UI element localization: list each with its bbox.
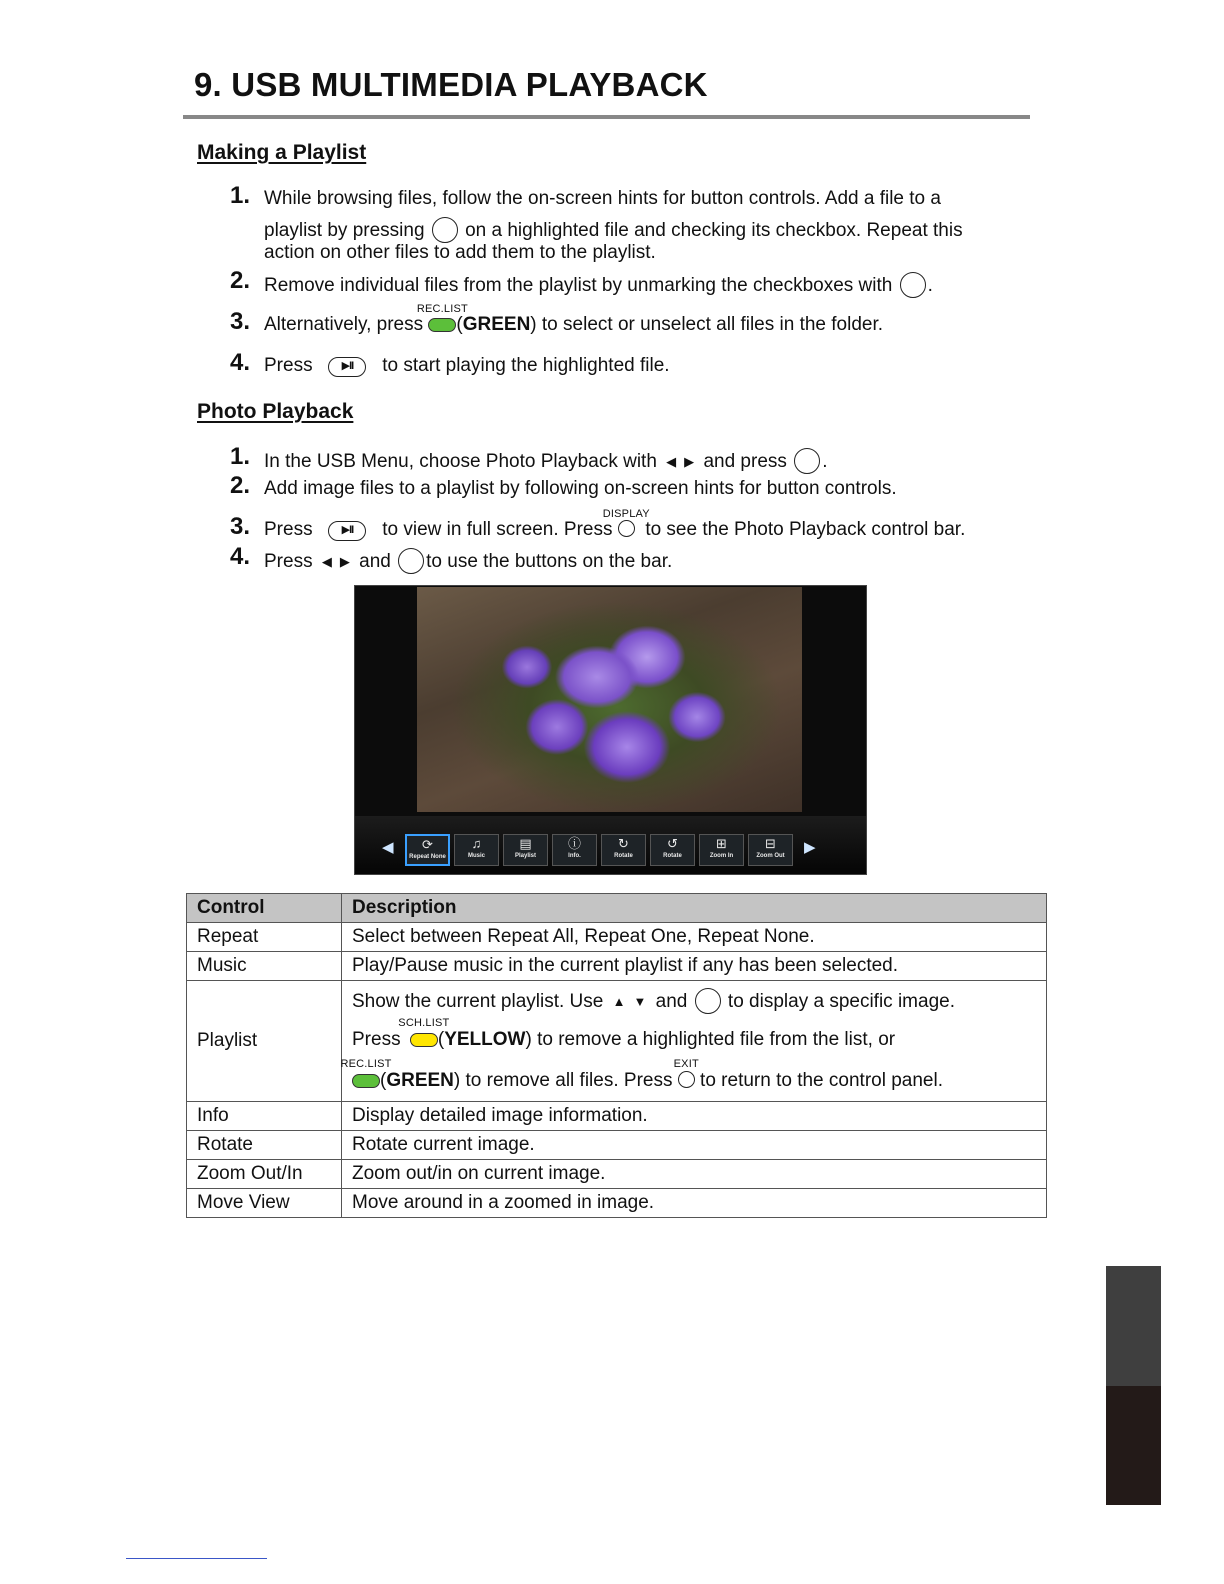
header-control: Control xyxy=(187,894,342,923)
footer-line xyxy=(126,1558,267,1559)
ok-button-icon xyxy=(794,448,820,474)
left-arrow-icon: ◀ xyxy=(666,454,677,469)
step-number: 3. xyxy=(230,308,251,335)
step-text: and press xyxy=(703,451,787,472)
step-text: to use the buttons on the bar. xyxy=(426,551,673,572)
step-text-line xyxy=(264,448,827,474)
step-text: Alternatively, press xyxy=(264,314,424,335)
down-arrow-icon: ▼ xyxy=(633,994,647,1009)
desc-text: to display a specific image. xyxy=(727,991,955,1012)
header-description: Description xyxy=(342,894,1047,923)
info-icon: ⓘ xyxy=(567,836,581,851)
key-color-name: YELLOW xyxy=(444,1029,526,1050)
step-text: In the USB Menu, choose Photo Playback with xyxy=(264,451,657,472)
page-title: 9. USB MULTIMEDIA PLAYBACK xyxy=(194,66,708,103)
step-number: 4. xyxy=(230,543,251,570)
step-text: . xyxy=(822,451,828,472)
step-number: 2. xyxy=(230,267,251,294)
step-number: 2. xyxy=(230,472,251,499)
desc-text: Press xyxy=(352,1029,401,1050)
control-cell: Move View xyxy=(187,1189,342,1218)
right-arrow-icon: ▶ xyxy=(339,554,350,569)
step-number: 4. xyxy=(230,349,251,376)
key-label: REC.LIST xyxy=(416,303,468,315)
desc-text: to return to the control panel. xyxy=(700,1070,943,1091)
bar-button-info[interactable] xyxy=(552,834,597,866)
step-text: . xyxy=(927,275,933,296)
bar-button-zoom-in[interactable] xyxy=(699,834,744,866)
step-number: 1. xyxy=(230,443,251,470)
bar-right-arrow-icon[interactable]: ▶ xyxy=(804,839,816,856)
key-label: REC.LIST xyxy=(340,1058,392,1070)
step-text: Remove individual files from the playlist by unmarking the checkboxes with xyxy=(264,275,893,296)
description-cell: Select between Repeat All, Repeat One, Repeat None. xyxy=(342,923,1047,952)
step-text: to start playing the highlighted file. xyxy=(382,355,670,376)
control-cell: Rotate xyxy=(187,1131,342,1160)
bar-button-label: Playlist xyxy=(514,853,536,859)
table-row xyxy=(187,981,1047,1102)
description-cell xyxy=(342,981,1047,1102)
control-cell: Zoom Out/In xyxy=(187,1160,342,1189)
zoom-out-icon: ⊟ xyxy=(765,836,776,851)
playlist-desc-line2: Press SCH.LIST (YELLOW) to remove a highlighted file from the list, or xyxy=(352,1019,1036,1060)
repeat-icon: ⟳ xyxy=(422,837,433,852)
control-table xyxy=(186,893,1047,1218)
photo-control-bar xyxy=(355,816,866,874)
control-cell: Music xyxy=(187,952,342,981)
step-text: Press xyxy=(264,551,313,572)
step-text: While browsing files, follow the on-screen hints for button controls. Add a file to a xyxy=(264,188,941,209)
display-key xyxy=(602,508,650,542)
playlist-desc-line3: REC.LIST (GREEN) to remove all files. Press EXIT to return to the control panel. xyxy=(352,1060,1036,1101)
chapter-tab-upper xyxy=(1106,1266,1161,1386)
step-text: to see the Photo Playback control bar. xyxy=(645,519,966,540)
step-number: 3. xyxy=(230,513,251,540)
desc-text: Show the current playlist. Use xyxy=(352,991,604,1012)
chapter-tab-lower xyxy=(1106,1386,1161,1505)
step-text-line xyxy=(264,272,933,298)
control-cell: Playlist xyxy=(187,981,342,1102)
bar-button-label: Zoom Out xyxy=(756,853,785,859)
bar-left-arrow-icon[interactable]: ◀ xyxy=(382,839,394,856)
key-label: DISPLAY xyxy=(602,508,650,520)
key-label: SCH.LIST xyxy=(398,1017,450,1029)
table-row xyxy=(187,923,1047,952)
green-key xyxy=(340,1058,392,1101)
table-row xyxy=(187,1131,1047,1160)
step-text: to select or unselect all files in the folder. xyxy=(541,314,884,335)
bar-button-label: Zoom In xyxy=(709,853,734,859)
playlist-desc-line1 xyxy=(352,981,1036,1019)
step-text-line xyxy=(264,548,672,574)
table-row xyxy=(187,1160,1047,1189)
bar-button-repeat-none[interactable] xyxy=(405,834,450,866)
ok-button-icon xyxy=(432,217,458,243)
control-cell: Info xyxy=(187,1102,342,1131)
step-text-line: Alternatively, press REC.LIST (GREEN) to select or unselect all files in the folder. xyxy=(264,313,883,337)
description-cell: Move around in a zoomed in image. xyxy=(342,1189,1047,1218)
desc-text: to remove all files. Press xyxy=(465,1070,673,1091)
table-header-row xyxy=(187,894,1047,923)
bar-button-playlist[interactable] xyxy=(503,834,548,866)
key-label: EXIT xyxy=(673,1058,699,1070)
description-cell: Play/Pause music in the current playlist if any has been selected. xyxy=(342,952,1047,981)
bar-button-label: Rotate xyxy=(663,853,682,859)
bar-button-label: Repeat None xyxy=(409,854,446,860)
left-arrow-icon: ◀ xyxy=(321,554,332,569)
zoom-in-icon: ⊞ xyxy=(716,836,727,851)
up-arrow-icon: ▲ xyxy=(612,994,626,1009)
rotate-icon: ↻ xyxy=(618,836,629,851)
ok-button-icon xyxy=(398,548,424,574)
bar-button-label: Rotate xyxy=(614,853,633,859)
bar-button-label: Music xyxy=(467,853,485,859)
step-text-line xyxy=(264,354,670,378)
step-text: playlist by pressing xyxy=(264,220,425,241)
bar-button-music[interactable] xyxy=(454,834,499,866)
exit-key xyxy=(673,1058,699,1101)
step-text-line2 xyxy=(264,217,963,243)
step-text-line3: action on other files to add them to the playlist. xyxy=(264,242,656,263)
key-color-name: GREEN xyxy=(462,314,531,335)
play-pause-button-icon: ▶II xyxy=(328,357,366,377)
heading-photo-playback: Photo Playback xyxy=(197,400,354,423)
key-color-name: GREEN xyxy=(386,1070,454,1091)
green-key xyxy=(416,303,468,337)
play-pause-button-icon: ▶II xyxy=(328,521,366,541)
ok-button-icon xyxy=(900,272,926,298)
desc-text: and xyxy=(655,991,688,1012)
step-text: to view in full screen. Press xyxy=(382,519,613,540)
yellow-key xyxy=(398,1017,450,1060)
bar-button-label: Info. xyxy=(568,853,581,859)
heading-making-playlist: Making a Playlist xyxy=(197,141,367,164)
desc-text: to remove a highlighted file from the list, or xyxy=(537,1029,896,1050)
table-row xyxy=(187,952,1047,981)
table-row xyxy=(187,1189,1047,1218)
ok-button-icon xyxy=(695,988,721,1014)
step-text: Add image files to a playlist by following on-screen hints for button controls. xyxy=(264,478,897,499)
step-text: Press xyxy=(264,519,313,540)
bar-button-zoom-out[interactable] xyxy=(748,834,793,866)
bar-button-rotate[interactable] xyxy=(650,834,695,866)
flower-photo xyxy=(417,587,802,812)
music-icon: ♫ xyxy=(471,836,482,851)
title-divider xyxy=(183,115,1030,119)
table-row xyxy=(187,1102,1047,1131)
control-cell: Repeat xyxy=(187,923,342,952)
description-cell: Display detailed image information. xyxy=(342,1102,1047,1131)
step-number: 1. xyxy=(230,182,251,209)
photo-playback-screenshot xyxy=(354,585,867,875)
right-arrow-icon: ▶ xyxy=(684,454,695,469)
playlist-icon: ▤ xyxy=(519,836,532,851)
step-text: on a highlighted file and checking its checkbox. Repeat this xyxy=(465,220,963,241)
description-cell: Rotate current image. xyxy=(342,1131,1047,1160)
step-text: Press xyxy=(264,355,313,376)
bar-button-rotate[interactable] xyxy=(601,834,646,866)
step-text: and xyxy=(359,551,391,572)
description-cell: Zoom out/in on current image. xyxy=(342,1160,1047,1189)
rotate-icon: ↺ xyxy=(667,836,678,851)
step-text-line xyxy=(264,508,966,542)
